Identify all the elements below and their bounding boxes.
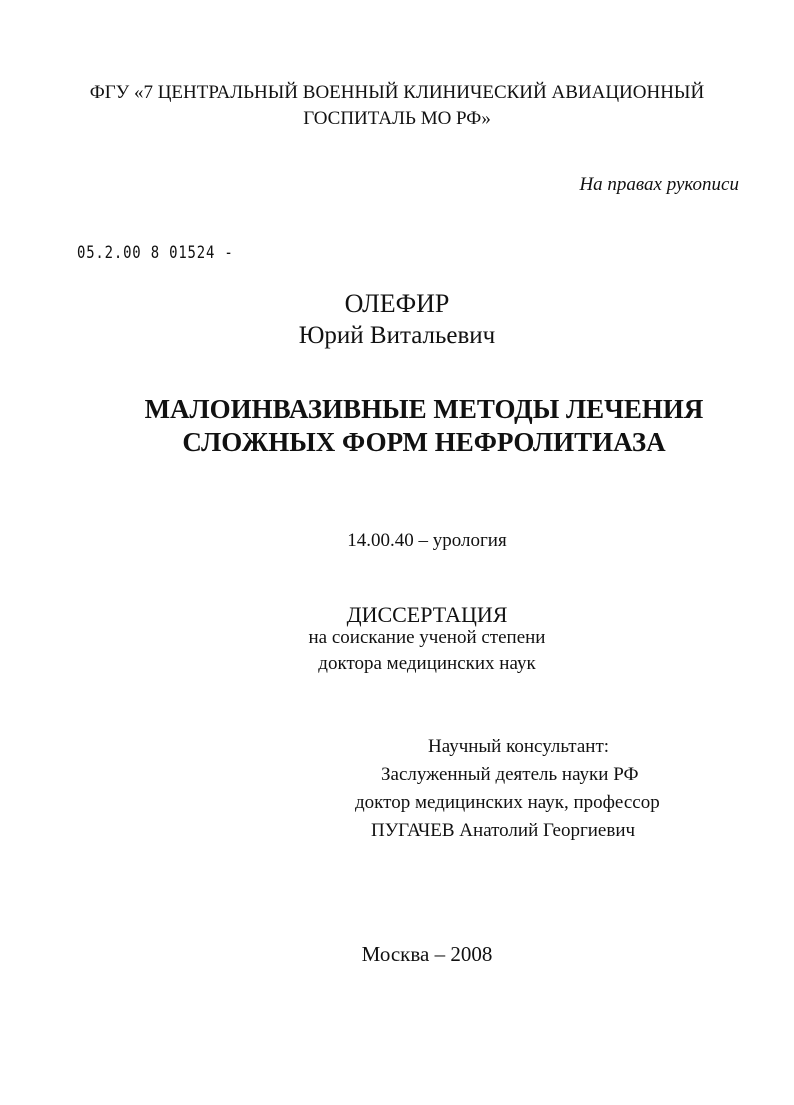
dissertation-heading: ДИССЕРТАЦИЯ <box>346 602 508 627</box>
author-given-names: Юрий Витальевич <box>298 322 496 349</box>
registration-stamp-code: 05.2.00 8 01524 - <box>77 243 234 263</box>
consultant-label: Научный консультант: <box>428 736 610 757</box>
title-line-2: СЛОЖНЫХ ФОРМ НЕФРОЛИТИАЗА <box>182 427 666 457</box>
organization-line-2: ГОСПИТАЛЬ МО РФ» <box>303 108 491 129</box>
consultant-honor: Заслуженный деятель науки РФ <box>381 764 639 785</box>
city-year: Москва – 2008 <box>361 942 493 966</box>
degree-line-2: доктора медицинских наук <box>318 653 536 674</box>
organization-line-1: ФГУ «7 ЦЕНТРАЛЬНЫЙ ВОЕННЫЙ КЛИНИЧЕСКИЙ АВИАЦИОННЫЙ <box>89 82 705 103</box>
degree-line-1: на соискание ученой степени <box>308 627 546 648</box>
specialty-code: 14.00.40 – урология <box>347 530 507 551</box>
title-line-1: МАЛОИНВАЗИВНЫЕ МЕТОДЫ ЛЕЧЕНИЯ <box>144 394 704 424</box>
rights-note: На правах рукописи <box>579 174 739 195</box>
author-surname: ОЛЕФИР <box>344 289 450 318</box>
consultant-degree: доктор медицинских наук, профессор <box>355 792 660 813</box>
consultant-name: ПУГАЧЕВ Анатолий Георгиевич <box>371 820 636 841</box>
